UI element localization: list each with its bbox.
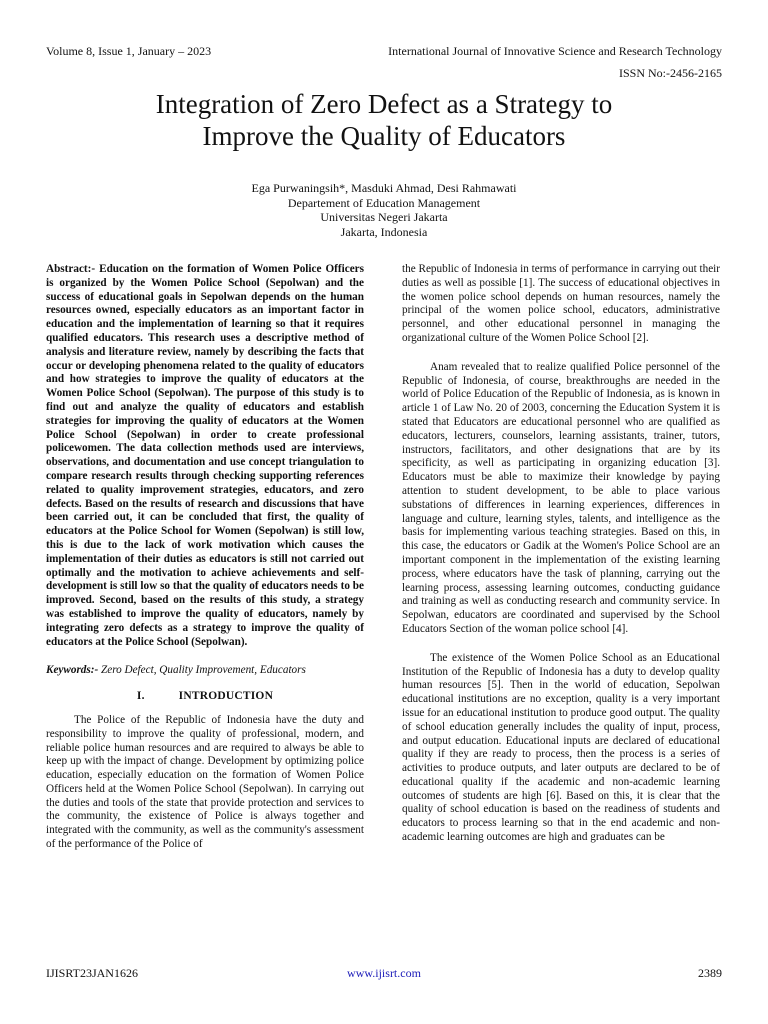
header-volume: Volume 8, Issue 1, January – 2023 bbox=[46, 44, 212, 58]
footer-url-link[interactable]: www.ijisrt.com bbox=[347, 966, 421, 980]
paper-title bbox=[60, 88, 708, 152]
author-block bbox=[0, 181, 768, 239]
keywords bbox=[46, 664, 364, 678]
title-line-1: Integration of Zero Defect as a Strategy to bbox=[155, 89, 613, 119]
header-journal: International Journal of Innovative Science and Research Technology bbox=[388, 44, 722, 58]
footer-page-number: 2389 bbox=[698, 966, 722, 980]
keywords-text: Zero Defect, Quality Improvement, Educators bbox=[101, 664, 306, 677]
abstract: Abstract:- Education on the formation of Women Police Officers is organized by the Women Police School (Sepolwan) and the success of educational goals in Sepolwan depends on the human resources owned, especially educators as an important factor in education and the implementation of learning so that it requires qualified educators. This research uses a descriptive method of analysis and literature review, namely by describing the facts that occur or developing phenomena related to the quality of educators and how strategies to improve the quality of educators at the Women Police School (Sepolwan). The purpose of this study is to find out and analyze the quality of educators and establish strategies for improving the quality of educators at the Women Police School (Sepolwan) in order to create professional policewomen. The data collection methods used are interviews, observations, and documentation and use concept triangulation to compare research results through checking supporting references related to quality improvement strategies, educators, and zero defects. Based on the results of research and discussions that have been carried out, it can be concluded that first, the quality of educators at the Police School for Women (Sepolwan) is still low, this is due to the lack of work motivation which causes the implementation of their duties as educators is still not carried out optimally and the motivation to achieve achievements and self-development is still low so that the quality of educators needs to be improved. Second, based on the results of this study, a strategy was established to improve the quality of educators, namely by integrating zero defects as a strategy to improve the quality of educators at the Police School (Sepolwan). bbox=[46, 263, 364, 648]
right-paragraph-3: The existence of the Women Police School as an Educational Institution of the Republic of Indonesia has a duty to develop quality human resources [5]. Then in the world of education, Sepolwan educational institutions are no exception, quality is a very important issue for an educational institution to produce good output. The quality of school education generally includes the quality of input, process, and output education. Educational inputs are declared of educational quality if they are ready to process, then the process is a series of activities to produce outputs, and later outputs are declared to be of educational quality if the academic and non-academic learning outcomes of students are high [6]. Based on this, it is clear that the quality of school education is based on the readiness of students and educators to process learning so that in the end academic and non-academic learning outcomes are high and graduates can be bbox=[402, 651, 720, 844]
author-names: Ega Purwaningsih*, Masduki Ahmad, Desi Rahmawati bbox=[251, 181, 517, 195]
section-heading-introduction bbox=[46, 690, 364, 704]
keywords-label: Keywords:- bbox=[46, 664, 99, 677]
author-university: Universitas Negeri Jakarta bbox=[320, 210, 448, 224]
left-column bbox=[46, 263, 364, 852]
author-location: Jakarta, Indonesia bbox=[340, 224, 428, 239]
footer-code: IJISRT23JAN1626 bbox=[46, 966, 138, 980]
intro-paragraph: The Police of the Republic of Indonesia have the duty and responsibility to improve the quality of professional, modern, and reliable police human resources and are required to always be able to keep up with the impact of change. Development by optimizing police education, especially education on the formation of Women Police Officers held at the Women Police School (Sepolwan). In carrying out the duties and tools of the state that provide protection and services to the community, the existence of Police is always together and integrated with the community, as well as the community's assessment of the performance of the Police of bbox=[46, 713, 364, 851]
title-line-2: Improve the Quality of Educators bbox=[202, 121, 566, 151]
right-paragraph-2: Anam revealed that to realize qualified Police personnel of the Republic of Indonesia, of course, breakthroughs are needed in the world of Police Education of the Republic of Indonesia, as is known in article 1 of Law No. 20 of 2003, concerning the Education System it is stated that Educators are educational personnel who are qualified as educators, lecturers, counselors, learning assistants, trainer, tutors, instructors, facilitators, and other designations that are by its specificity, as well as participating in organizing education [3]. Educators must be able to maximize their knowledge by paying attention to student development, to be able to place various substations of differences in learning experiences, differences in language and culture, learning styles, talents, and intelligence as the basis for implementing various teaching strategies. Based on this, in this case, the educators or Gadik at the Women's Police School are an important component in the implementation of the existing learning process, where educators have the task of planning, carrying out the learning process, assessing learning outcomes, conducting guidance and training as well as conducting research and community service. In Sepolwan, educators are coordinated and supervised by the School Educators Section of the woman police school [4]. bbox=[402, 360, 720, 635]
section-number: I. bbox=[136, 690, 145, 703]
right-column bbox=[402, 263, 720, 845]
header-issn: ISSN No:-2456-2165 bbox=[618, 66, 722, 80]
author-department: Departement of Education Management bbox=[287, 195, 481, 210]
right-paragraph-1: the Republic of Indonesia in terms of performance in carrying out their duties as well as possible [1]. The success of educational objectives in the women police school depends on human resources, namely the principal of the women police school, educators, administrative personnel, and other educational personnel in managing the organizational culture of the Women Police School [2]. bbox=[402, 263, 720, 344]
section-title: INTRODUCTION bbox=[178, 690, 274, 703]
